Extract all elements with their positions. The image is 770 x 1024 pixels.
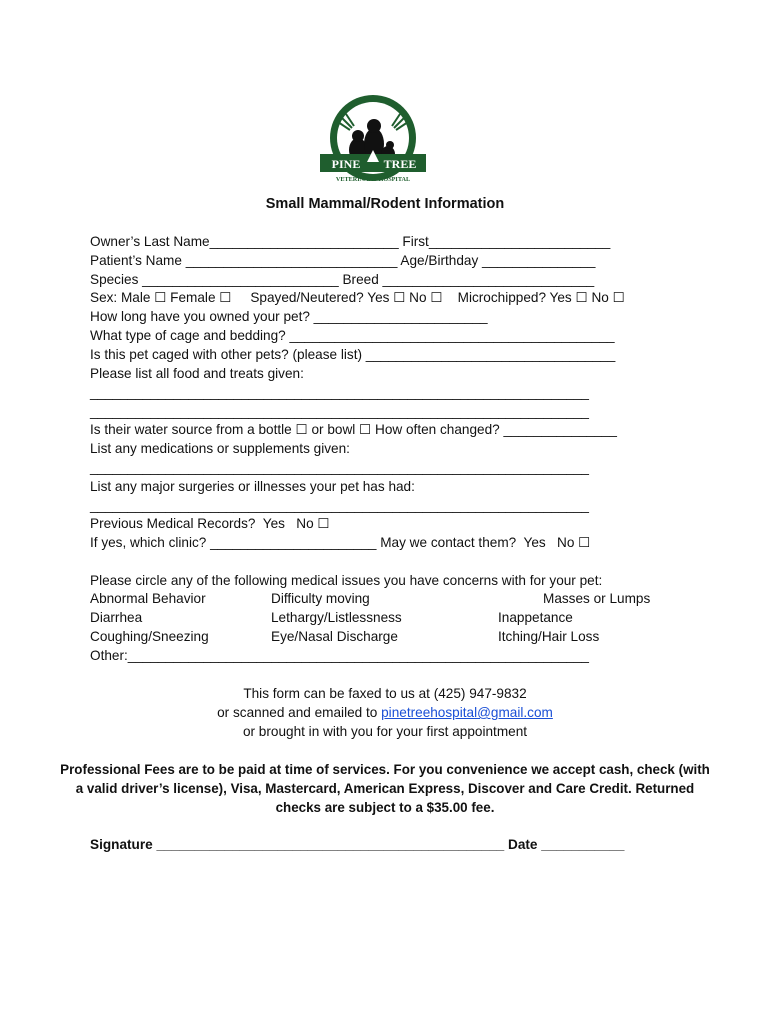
form-title: Small Mammal/Rodent Information [265, 196, 505, 212]
clinic-contact-field[interactable]: If yes, which clinic? ______________________ May we contact them? Yes No ☐ [90, 535, 591, 550]
surgeries-label: List any major surgeries or illnesses your pet has had: [90, 479, 415, 494]
fees-notice: Professional Fees are to be paid at time of services. For you convenience we accept cash, check (with a valid driver’s license), Visa, Mastercard, American Express, Discover and Care Credit. Returned checks are subject to a $35.00 fee. [60, 762, 710, 815]
concern-item[interactable]: Coughing/Sneezing [90, 629, 209, 644]
fax-info: This form can be faxed to us at (425) 947-9832 [243, 686, 527, 701]
logo-subtitle: VETERINARY HOSPITAL [335, 176, 411, 183]
pine-tree-logo [318, 92, 428, 188]
concern-item[interactable]: Abnormal Behavior [90, 591, 206, 606]
bring-info: or brought in with you for your first appointment [242, 724, 528, 739]
patient-name-field[interactable]: Patient’s Name ____________________________ Age/Birthday _______________ [90, 253, 596, 268]
logo-name-left: PINE [331, 157, 361, 171]
email-prefix: or scanned and emailed to [217, 705, 382, 720]
surgeries-line[interactable]: __________________________________________________________________ [90, 498, 589, 513]
food-treats-line-1[interactable]: __________________________________________________________________ [90, 385, 589, 400]
species-breed-field[interactable]: Species __________________________ Breed ____________________________ [90, 272, 595, 287]
email-link[interactable]: pinetreehospital@gmail.com [381, 705, 553, 720]
concern-item[interactable]: Diarrhea [90, 610, 143, 625]
medications-line[interactable]: __________________________________________________________________ [90, 460, 589, 475]
medications-label: List any medications or supplements given: [90, 441, 350, 456]
cage-bedding-field[interactable]: What type of cage and bedding? ___________________________________________ [90, 328, 615, 343]
concern-item[interactable]: Difficulty moving [271, 591, 370, 606]
ownership-duration-field[interactable]: How long have you owned your pet? _______________________ [90, 309, 488, 324]
caged-with-others-field[interactable]: Is this pet caged with other pets? (please list) _________________________________ [90, 347, 616, 362]
concern-item[interactable]: Inappetance [498, 610, 573, 625]
concerns-intro: Please circle any of the following medical issues you have concerns with for your pet: [90, 573, 603, 588]
concern-item[interactable]: Eye/Nasal Discharge [271, 629, 398, 644]
sex-spay-chip-checkboxes[interactable]: Sex: Male ☐ Female ☐ Spayed/Neutered? Yes ☐ No ☐ Microchipped? Yes ☐ No ☐ [90, 290, 625, 305]
email-info [0, 703, 770, 722]
logo-name-right: TREE [383, 157, 417, 171]
medical-records-field[interactable]: Previous Medical Records? Yes No ☐ [90, 516, 330, 531]
water-source-field[interactable]: Is their water source from a bottle ☐ or bowl ☐ How often changed? _______________ [90, 422, 617, 437]
food-treats-label: Please list all food and treats given: [90, 366, 304, 381]
owner-name-field[interactable]: Owner’s Last Name_________________________ First________________________ [90, 234, 611, 249]
concern-item[interactable]: Lethargy/Listlessness [271, 610, 402, 625]
other-concern-field[interactable]: Other:_____________________________________________________________ [90, 648, 589, 663]
signature-date-field[interactable]: Signature ______________________________________________ Date ___________ [90, 837, 625, 852]
logo-emblem-icon [318, 92, 428, 188]
food-treats-line-2[interactable]: __________________________________________________________________ [90, 404, 589, 419]
concern-item[interactable]: Itching/Hair Loss [498, 629, 600, 644]
concern-item[interactable]: Masses or Lumps [543, 591, 651, 606]
